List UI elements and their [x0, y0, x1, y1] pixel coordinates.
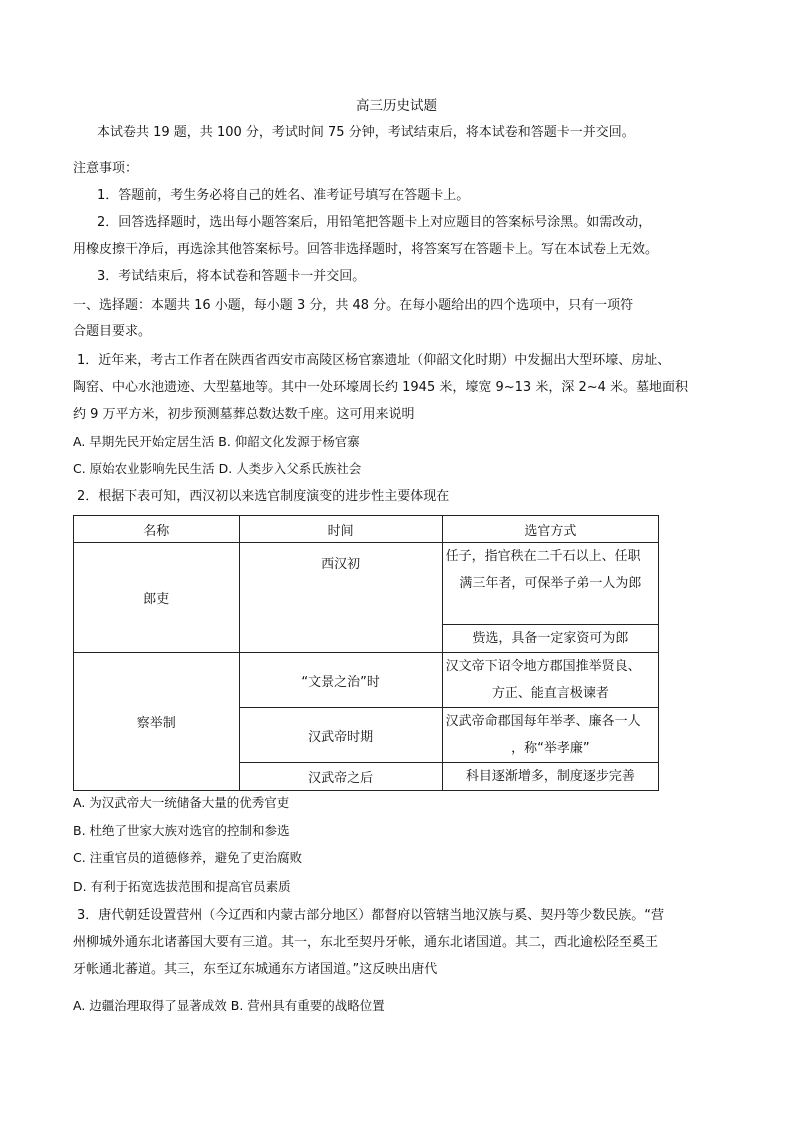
cell-renzi	[442, 543, 658, 625]
section-heading-line-2: 合题目要求。	[73, 324, 152, 339]
q3-stem-line-3: 牙帐通北蕃道。其三，东至辽东城通东方诸国道。”这反映出唐代	[73, 962, 438, 977]
table-row	[74, 653, 659, 708]
cell-wudi-method	[442, 708, 658, 763]
header-name: 名称	[74, 516, 240, 543]
selection-system-table	[73, 515, 659, 791]
cell-wudi: 汉武帝时期	[239, 708, 442, 763]
page-title: 高三历史试题	[356, 98, 437, 114]
wudi-method-line-2: ，称“举孝廉”	[511, 741, 590, 756]
section-heading-line-1: 一、选择题：本题共 16 小题，每小题 3 分，共 48 分。在每小题给出的四个选项中，只有一项符	[73, 298, 634, 313]
note-item-3: 3．考试结束后，将本试卷和答题卡一并交回。	[97, 269, 366, 284]
q2-stem: 2．根据下表可知，西汉初以来选官制度演变的进步性主要体现在	[77, 489, 450, 504]
q3-stem-line-2: 州柳城外通东北诸蕃国大要有三道。其一，东北至契丹牙帐，通东北诸国道。其二，西北逾松陉至奚王	[73, 935, 659, 950]
header-time: 时间	[239, 516, 442, 543]
q3-stem-line-1: 3．唐代朝廷设置营州（今辽西和内蒙古部分地区）都督府以管辖当地汉族与奚、契丹等少数民族。“营	[77, 908, 665, 923]
wenjing-method-line-1: 汉文帝下诏令地方郡国推举贤良、	[445, 659, 641, 674]
header-method: 选官方式	[442, 516, 658, 543]
q1-stem-line-1: 1．近年来，考古工作者在陕西省西安市高陵区杨官寨遗址（仰韶文化时期）中发掘出大型环壕、房址、	[77, 353, 671, 368]
q2-option-d: D. 有利于拓宽选拔范围和提高官员素质	[73, 879, 291, 894]
q3-options-ab: A. 边疆治理取得了显著成效 B. 营州具有重要的战略位置	[73, 998, 385, 1013]
note-item-2-line-2: 用橡皮擦干净后，再选涂其他答案标号。回答非选择题时，将答案写在答题卡上。写在本试卷上无效。	[73, 242, 659, 257]
cell-after: 汉武帝之后	[239, 763, 442, 791]
cell-wenjing-method	[442, 653, 658, 708]
note-item-1: 1．答题前，考生务必将自己的姓名、准考证号填写在答题卡上。	[97, 188, 470, 203]
cell-after-method: 科目逐渐增多，制度逐步完善	[442, 763, 658, 791]
q1-options-ab: A. 早期先民开始定居生活 B. 仰韶文化发源于杨官寨	[73, 434, 360, 449]
notes-heading: 注意事项：	[73, 161, 139, 176]
cell-wenjing: “文景之治”时	[239, 653, 442, 708]
q2-option-c: C. 注重官员的道德修养，避免了吏治腐败	[73, 850, 303, 865]
note-item-2-line-1: 2．回答选择题时，选出每小题答案后，用铅笔把答题卡上对应题目的答案标号涂黑。如需改动，	[97, 215, 652, 230]
q1-stem-line-3: 约 9 万平方米，初步预测墓葬总数达数千座。这可用来说明	[73, 407, 415, 422]
table-row	[74, 543, 659, 625]
q1-stem-line-2: 陶窑、中心水池遗迹、大型墓地等。其中一处环壕周长约 1945 米，壕宽 9~13 米，深 2~4 米。墓地面积	[73, 380, 689, 395]
cell-zixuan: 赀选，具备一定家资可为郎	[442, 625, 658, 653]
renzi-line-2: 满三年者，可保举子弟一人为郎	[459, 576, 642, 591]
q2-option-a: A. 为汉武帝大一统储备大量的优秀官吏	[73, 795, 290, 810]
wenjing-method-line-2: 方正、能直言极谏者	[491, 686, 609, 701]
cell-langli: 郎吏	[74, 543, 240, 653]
wudi-method-line-1: 汉武帝命郡国每年举孝、廉各一人	[445, 714, 641, 729]
table-header-row	[74, 516, 659, 543]
exam-intro: 本试卷共 19 题，共 100 分，考试时间 75 分钟，考试结束后，将本试卷和答题卡一并交回。	[97, 125, 635, 140]
q1-options-cd: C. 原始农业影响先民生活 D. 人类步入父系氏族社会	[73, 461, 362, 476]
renzi-line-1: 任子，指官秩在二千石以上、任职	[445, 549, 641, 564]
cell-chajuzhi: 察举制	[74, 653, 240, 791]
cell-xihanchu: 西汉初	[239, 543, 442, 653]
q2-option-b: B. 杜绝了世家大族对选官的控制和参选	[73, 823, 290, 838]
